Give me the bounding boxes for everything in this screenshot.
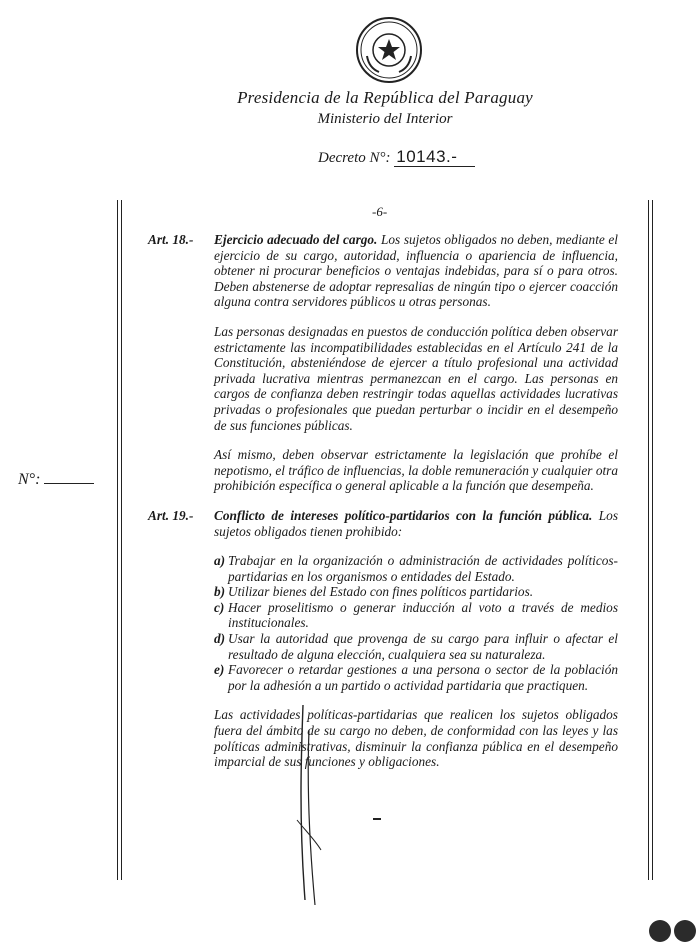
- list-item: [214, 662, 618, 693]
- list-item: [214, 584, 618, 600]
- page-number: -6-: [372, 204, 388, 219]
- item-letter: e): [214, 662, 225, 678]
- article-19: [148, 508, 618, 784]
- article-paragraph: Las personas designadas en puestos de conducción política deben observar estrictamente las incompatibilidades establecidas en el Artículo 241 de la Constitución, absteniéndose de ejercer a título profesional una actividad privada lucrativa mientras permanezcan en el cargo. Las personas en cargos de confianza deben restringir todas aquellas actividades lucrativas privadas o profesionales que puedan perturbar o incidir en el desempeño de sus funciones públicas.: [214, 323, 618, 433]
- left-margin-rule-inner: [121, 200, 122, 880]
- margin-number-field: [18, 471, 94, 489]
- left-margin-rule: [117, 200, 118, 880]
- list-item: [214, 631, 618, 662]
- closing-dash: [373, 818, 381, 820]
- item-letter: d): [214, 631, 226, 647]
- item-text: Usar la autoridad que provenga de su cargo para influir o afectar el resultado de alguna elección, cualquiera sea su naturaleza.: [228, 631, 618, 662]
- article-paragraph: Así mismo, deben observar estrictamente la legislación que prohíbe el nepotismo, el tráfico de influencias, la doble remuneración y cualquier otra prohibición específica o general aplicable a la función que desempeña.: [214, 447, 618, 494]
- margin-number-blank: [44, 483, 94, 484]
- corner-circle-icon[interactable]: [649, 920, 671, 942]
- corner-controls: [649, 920, 696, 942]
- article-title: Conflicto de intereses político-partidarios con la función pública.: [214, 507, 593, 523]
- article-intro-text: Los sujetos obligados tienen prohibido:: [214, 507, 618, 539]
- national-seal-icon: [355, 16, 423, 84]
- item-text: Utilizar bienes del Estado con fines políticos partidarios.: [228, 584, 534, 600]
- document-body: [148, 232, 618, 784]
- item-text: Favorecer o retardar gestiones a una persona o sector de la población por la adhesión a un partido o actividad partidaria que practiquen.: [228, 662, 618, 693]
- right-margin-rule-inner: [652, 200, 653, 880]
- list-item: [214, 553, 618, 584]
- article-label: Art. 19.-: [148, 507, 194, 523]
- item-letter: c): [214, 599, 225, 615]
- prohibition-list: [214, 553, 618, 693]
- item-letter: b): [214, 584, 226, 600]
- decree-line: [318, 147, 475, 167]
- article-intro: [214, 508, 618, 539]
- ministry-title: Ministerio del Interior: [317, 111, 453, 127]
- right-margin-rule: [648, 200, 649, 880]
- corner-circle-icon[interactable]: [674, 920, 696, 942]
- article-title: Ejercicio adecuado del cargo.: [214, 232, 378, 247]
- decree-number: 10143.-: [394, 147, 475, 167]
- list-item: [214, 600, 618, 631]
- signature-strokes: [285, 700, 335, 910]
- margin-number-label: N°:: [18, 471, 41, 488]
- article-18: [148, 232, 618, 508]
- article-intro: [214, 232, 618, 310]
- article-label: Art. 18.-: [148, 232, 194, 247]
- item-letter: a): [214, 553, 226, 569]
- decree-label: Decreto N°:: [318, 150, 391, 166]
- item-text: Trabajar en la organización o administración de actividades políticos-partidarias en los organismos o entidades del Estado.: [228, 553, 618, 584]
- article-closing: Las actividades políticas-partidarias que realicen los sujetos obligados fuera del ámbito de su cargo no deben, de conformidad con las leyes y las políticas administrativas, disminuir la confianza pública en el desempeño imparcial de sus funciones y obligaciones.: [214, 707, 618, 770]
- article-intro-text: Los sujetos obligados no deben, mediante el ejercicio de su cargo, autoridad, influencia o apariencia de influencia, obtener ni procurar beneficios o ventajas indebidas, para sí o para otros. Deben abstenerse de adoptar represalias de ningún tipo o ejercer coacción alguna contra servidores públicos u otras personas.: [214, 232, 619, 310]
- institution-title: Presidencia de la República del Paraguay: [237, 88, 533, 107]
- item-text: Hacer proselitismo o generar inducción al voto a través de medios institucionales.: [228, 599, 618, 631]
